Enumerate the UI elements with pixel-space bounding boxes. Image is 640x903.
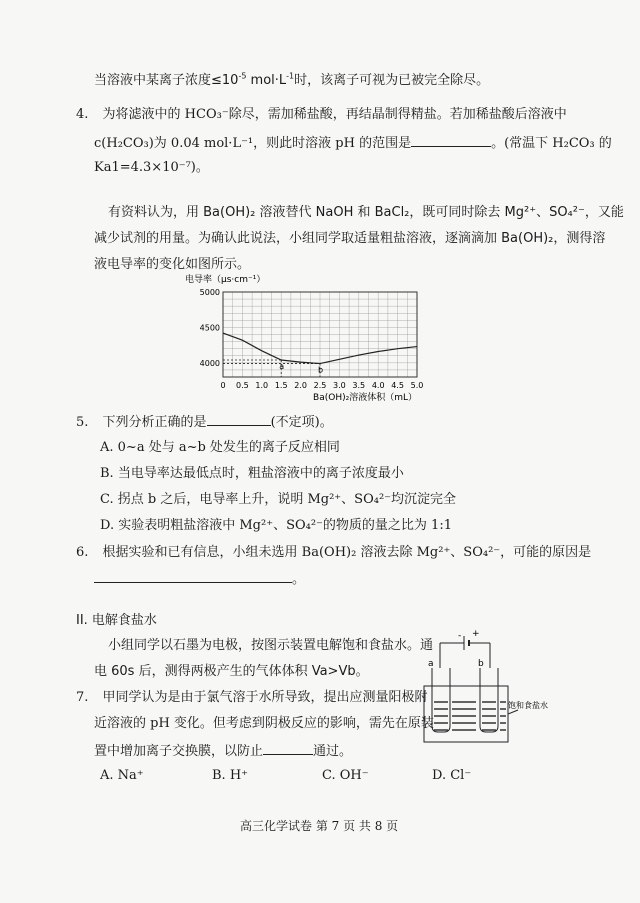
chart-ylabel: 电导率（μs·cm⁻¹） (185, 275, 266, 285)
q4-text: 。(常温下 H₂CO₃ 的 (491, 136, 612, 151)
point-label: b (318, 365, 324, 375)
q7-line3 (94, 742, 352, 760)
y-ticks (200, 288, 220, 368)
page-footer: 高三化学试卷 第 7 页 共 8 页 (240, 819, 399, 833)
x-tick-label: 1.0 (255, 381, 269, 390)
q7-number: 7. (76, 690, 89, 705)
q7-option-a: A. Na⁺ (100, 768, 144, 783)
q6-answer-line (94, 570, 305, 588)
q7-option-d: D. Cl⁻ (432, 768, 472, 783)
intro-line3: 液电导率的变化如图所示。 (94, 257, 251, 272)
q4-text: 为将滤液中的 HCO₃⁻除尽，需加稀盐酸，再结晶制得精盐。若加稀盐酸后溶液中 (102, 107, 567, 122)
q4-number: 4. (76, 107, 89, 122)
q5-option-b: B. 当电导率达最低点时，粗盐溶液中的离子浓度最小 (100, 466, 404, 481)
q5-text: (不定项)。 (270, 415, 333, 430)
q7-option-b: B. H⁺ (212, 768, 249, 783)
q7-stem (76, 690, 428, 706)
section-title: II. 电解食盐水 (76, 613, 157, 628)
x-tick-label: 5.0 (410, 381, 424, 390)
q5-option-c: C. 拐点 b 之后，电导率上升，说明 Mg²⁺、SO₄²⁻均沉淀完全 (100, 492, 457, 507)
q5-number: 5. (76, 415, 89, 430)
beaker (424, 686, 508, 742)
q7-option-c: C. OH⁻ (322, 768, 369, 783)
x-tick-label: 3.0 (333, 381, 346, 390)
x-tick-label: 0 (220, 381, 226, 390)
section-line1: 小组同学以石墨为电极，按图示装置电解饱和食盐水。通 (108, 638, 434, 653)
q6-text: 根据实验和已有信息，小组未选用 Ba(OH)₂ 溶液去除 Mg²⁺、SO₄²⁻，可能的原因是 (102, 545, 592, 560)
solution-label: 饱和食盐水 (508, 701, 548, 710)
chart-xlabel: Ba(OH)₂溶液体积（mL） (313, 393, 417, 403)
plus-label: + (472, 629, 480, 639)
y-tick-label: 4000 (199, 358, 220, 368)
note-part: mol·L (246, 73, 287, 88)
q6-number: 6. (76, 545, 89, 560)
minus-label: - (458, 631, 462, 641)
x-tick-label: 3.5 (352, 381, 366, 390)
q4-line2 (94, 134, 612, 152)
conductivity-chart (185, 272, 435, 404)
note-exp: -1 (286, 71, 295, 81)
electrode-a-label: a (428, 659, 434, 669)
x-tick-label: 4.5 (391, 381, 404, 390)
top-note (94, 73, 489, 89)
x-tick-label: 1.5 (274, 381, 288, 390)
q7-text: 置中增加离子交换膜，以防止 (94, 744, 264, 759)
electrode-b-label: b (478, 659, 484, 669)
section-line2: 电 60s 后，测得两极产生的气体体积 Va>Vb。 (94, 664, 369, 679)
x-tick-label: 0.5 (236, 381, 249, 390)
point-label: a (279, 362, 285, 371)
q4-line1 (76, 107, 567, 123)
note-exp: -5 (238, 71, 247, 81)
x-tick-label: 2.5 (313, 381, 327, 390)
y-tick-label: 4500 (199, 323, 220, 333)
q7-text: 通过。 (313, 744, 353, 759)
answer-blank[interactable] (207, 413, 271, 426)
y-tick-label: 5000 (199, 288, 220, 297)
x-ticks (220, 381, 423, 390)
solution-lines (434, 702, 506, 730)
electrolysis-apparatus (420, 628, 560, 748)
answer-blank[interactable] (94, 570, 292, 583)
x-tick-label: 4.0 (371, 381, 385, 390)
q4-text: c(H₂CO₃)为 0.04 mol·L⁻¹，则此时溶液 pH 的范围是 (94, 136, 412, 151)
note-part: 时，该离子可视为已被完全除尽。 (294, 73, 490, 88)
intro-line2: 减少试剂的用量。为确认此说法，小组同学取适量粗盐溶液，逐滴滴加 Ba(OH)₂，测得溶 (94, 231, 606, 246)
q5-option-a: A. 0~a 处与 a~b 处发生的离子反应相同 (100, 440, 340, 455)
intro-line1: 有资料认为，用 Ba(OH)₂ 溶液替代 NaOH 和 BaCl₂，既可同时除去 Mg²⁺、SO₄²⁻，又能 (108, 205, 624, 220)
q7-line2: 近溶液的 pH 变化。但考虑到阴极反应的影响，需先在原装 (94, 716, 434, 731)
label-pointer (508, 710, 518, 714)
q4-line3: Ka1=4.3×10⁻⁷)。 (94, 160, 209, 175)
q6-stem (76, 545, 591, 561)
q5-text: 下列分析正确的是 (102, 415, 207, 430)
q7-text: 甲同学认为是由于氯气溶于水所导致，提出应测量阳极附 (102, 690, 428, 705)
q5-stem (76, 413, 333, 431)
answer-blank[interactable] (263, 742, 313, 755)
q5-option-d: D. 实验表明粗盐溶液中 Mg²⁺、SO₄²⁻的物质的量之比为 1:1 (100, 518, 452, 533)
q6-end: 。 (292, 572, 306, 587)
x-tick-label: 2.0 (294, 381, 307, 390)
note-part: 当溶液中某离子浓度≤10 (94, 73, 239, 88)
answer-blank[interactable] (411, 134, 491, 147)
